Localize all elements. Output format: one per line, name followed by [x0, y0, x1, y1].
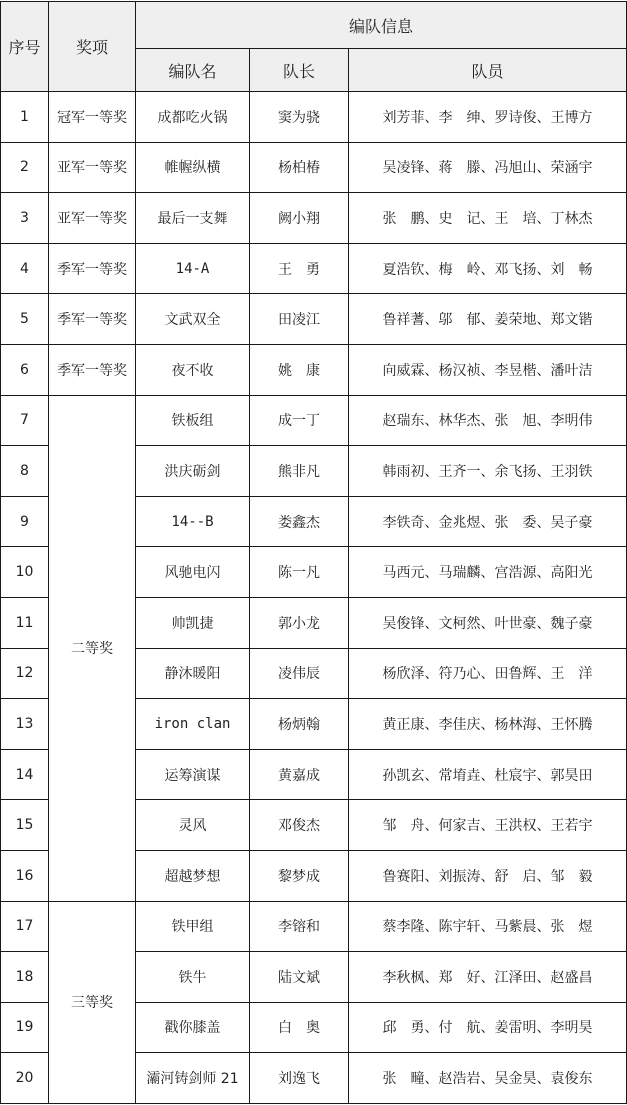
- table-row: [1, 92, 627, 143]
- team-name-cell: 14-A: [136, 243, 250, 294]
- captain-cell: 白 奥: [250, 1002, 349, 1053]
- header-award: 奖项: [49, 2, 136, 92]
- header-members: 队员: [349, 49, 627, 92]
- members-cell: 张 疃、赵浩岩、吴金昊、袁俊东: [349, 1053, 627, 1104]
- row-index: 10: [1, 547, 49, 598]
- members-cell: 邱 勇、付 航、姜雷明、李明昊: [349, 1002, 627, 1053]
- captain-cell: 凌伟辰: [250, 648, 349, 699]
- row-index: 16: [1, 850, 49, 901]
- row-index: 1: [1, 92, 49, 143]
- team-name-cell: 14--B: [136, 496, 250, 547]
- members-cell: 鲁祥蓍、邬 郁、姜荣地、郑文锴: [349, 294, 627, 345]
- award-cell: 季军一等奖: [49, 344, 136, 395]
- members-cell: 邹 舟、何家吉、王洪权、王若宇: [349, 800, 627, 851]
- row-index: 18: [1, 952, 49, 1003]
- award-cell: 冠军一等奖: [49, 92, 136, 143]
- table-row: [1, 193, 627, 244]
- table-body: [1, 92, 627, 1104]
- header-index: 序号: [1, 2, 49, 92]
- team-name-cell: 运筹演谋: [136, 749, 250, 800]
- team-name-cell: 风驰电闪: [136, 547, 250, 598]
- captain-cell: 黄嘉成: [250, 749, 349, 800]
- members-cell: 李铁奇、金兆煜、张 委、吴子豪: [349, 496, 627, 547]
- award-cell: 三等奖: [49, 901, 136, 1103]
- header-group-title: 编队信息: [136, 2, 627, 49]
- table-row: [1, 395, 627, 446]
- team-name-cell: 静沐暖阳: [136, 648, 250, 699]
- members-cell: 吴凌锋、蒋 滕、冯旭山、荣涵宇: [349, 142, 627, 193]
- team-name-cell: 帅凯捷: [136, 597, 250, 648]
- row-index: 2: [1, 142, 49, 193]
- row-index: 12: [1, 648, 49, 699]
- table-row: [1, 294, 627, 345]
- captain-cell: 王 勇: [250, 243, 349, 294]
- captain-cell: 陈一凡: [250, 547, 349, 598]
- captain-cell: 熊非凡: [250, 446, 349, 497]
- table-row: [1, 344, 627, 395]
- captain-cell: 黎梦成: [250, 850, 349, 901]
- team-name-cell: 文武双全: [136, 294, 250, 345]
- members-cell: 向威霖、杨汉祯、李昱楷、潘叶洁: [349, 344, 627, 395]
- award-cell: 亚军一等奖: [49, 142, 136, 193]
- members-cell: 黄正康、李佳庆、杨林海、王怀腾: [349, 699, 627, 750]
- row-index: 17: [1, 901, 49, 952]
- row-index: 3: [1, 193, 49, 244]
- captain-cell: 刘逸飞: [250, 1053, 349, 1104]
- team-name-cell: 铁甲组: [136, 901, 250, 952]
- members-cell: 孙凯玄、常堉垚、杜宸宇、郭昊田: [349, 749, 627, 800]
- captain-cell: 陆文斌: [250, 952, 349, 1003]
- award-cell: 亚军一等奖: [49, 193, 136, 244]
- captain-cell: 郭小龙: [250, 597, 349, 648]
- row-index: 4: [1, 243, 49, 294]
- team-name-cell: 最后一支舞: [136, 193, 250, 244]
- team-name-cell: 戳你膝盖: [136, 1002, 250, 1053]
- members-cell: 李秋枫、郑 好、江泽田、赵盛昌: [349, 952, 627, 1003]
- row-index: 13: [1, 699, 49, 750]
- award-cell: 二等奖: [49, 395, 136, 901]
- captain-cell: 杨炳翰: [250, 699, 349, 750]
- table-row: [1, 142, 627, 193]
- team-name-cell: 铁牛: [136, 952, 250, 1003]
- header-captain: 队长: [250, 49, 349, 92]
- captain-cell: 杨柏椿: [250, 142, 349, 193]
- award-cell: 季军一等奖: [49, 243, 136, 294]
- captain-cell: 娄鑫杰: [250, 496, 349, 547]
- members-cell: 马西元、马瑞麟、宫浩源、高阳光: [349, 547, 627, 598]
- row-index: 8: [1, 446, 49, 497]
- captain-cell: 邓俊杰: [250, 800, 349, 851]
- award-table: [0, 1, 627, 1104]
- award-cell: 季军一等奖: [49, 294, 136, 345]
- table-row: [1, 243, 627, 294]
- team-name-cell: 灵风: [136, 800, 250, 851]
- row-index: 20: [1, 1053, 49, 1104]
- team-name-cell: 洪庆砺剑: [136, 446, 250, 497]
- row-index: 9: [1, 496, 49, 547]
- team-name-cell: 超越梦想: [136, 850, 250, 901]
- captain-cell: 李镕和: [250, 901, 349, 952]
- members-cell: 刘芳菲、李 绅、罗诗俊、王博方: [349, 92, 627, 143]
- members-cell: 鲁赛阳、刘振涛、舒 启、邹 毅: [349, 850, 627, 901]
- captain-cell: 成一丁: [250, 395, 349, 446]
- captain-cell: 阙小翔: [250, 193, 349, 244]
- captain-cell: 田凌江: [250, 294, 349, 345]
- team-name-cell: iron clan: [136, 699, 250, 750]
- captain-cell: 窦为骁: [250, 92, 349, 143]
- members-cell: 夏浩钦、梅 岭、邓飞扬、刘 畅: [349, 243, 627, 294]
- members-cell: 蔡李隆、陈宇轩、马紫晨、张 煜: [349, 901, 627, 952]
- row-index: 5: [1, 294, 49, 345]
- members-cell: 韩雨初、王齐一、余飞扬、王羽铁: [349, 446, 627, 497]
- members-cell: 赵瑞东、林华杰、张 旭、李明伟: [349, 395, 627, 446]
- row-index: 7: [1, 395, 49, 446]
- members-cell: 张 鹏、史 记、王 培、丁林杰: [349, 193, 627, 244]
- row-index: 6: [1, 344, 49, 395]
- team-name-cell: 夜不收: [136, 344, 250, 395]
- members-cell: 吴俊锋、文柯然、叶世豪、魏子豪: [349, 597, 627, 648]
- header-team-name: 编队名: [136, 49, 250, 92]
- row-index: 11: [1, 597, 49, 648]
- captain-cell: 姚 康: [250, 344, 349, 395]
- team-name-cell: 帷幄纵横: [136, 142, 250, 193]
- row-index: 19: [1, 1002, 49, 1053]
- members-cell: 杨欣泽、符乃心、田鲁辉、王 洋: [349, 648, 627, 699]
- team-name-cell: 灞河铸剑师 21: [136, 1053, 250, 1104]
- row-index: 14: [1, 749, 49, 800]
- table-row: [1, 901, 627, 952]
- team-name-cell: 成都吃火锅: [136, 92, 250, 143]
- team-name-cell: 铁板组: [136, 395, 250, 446]
- row-index: 15: [1, 800, 49, 851]
